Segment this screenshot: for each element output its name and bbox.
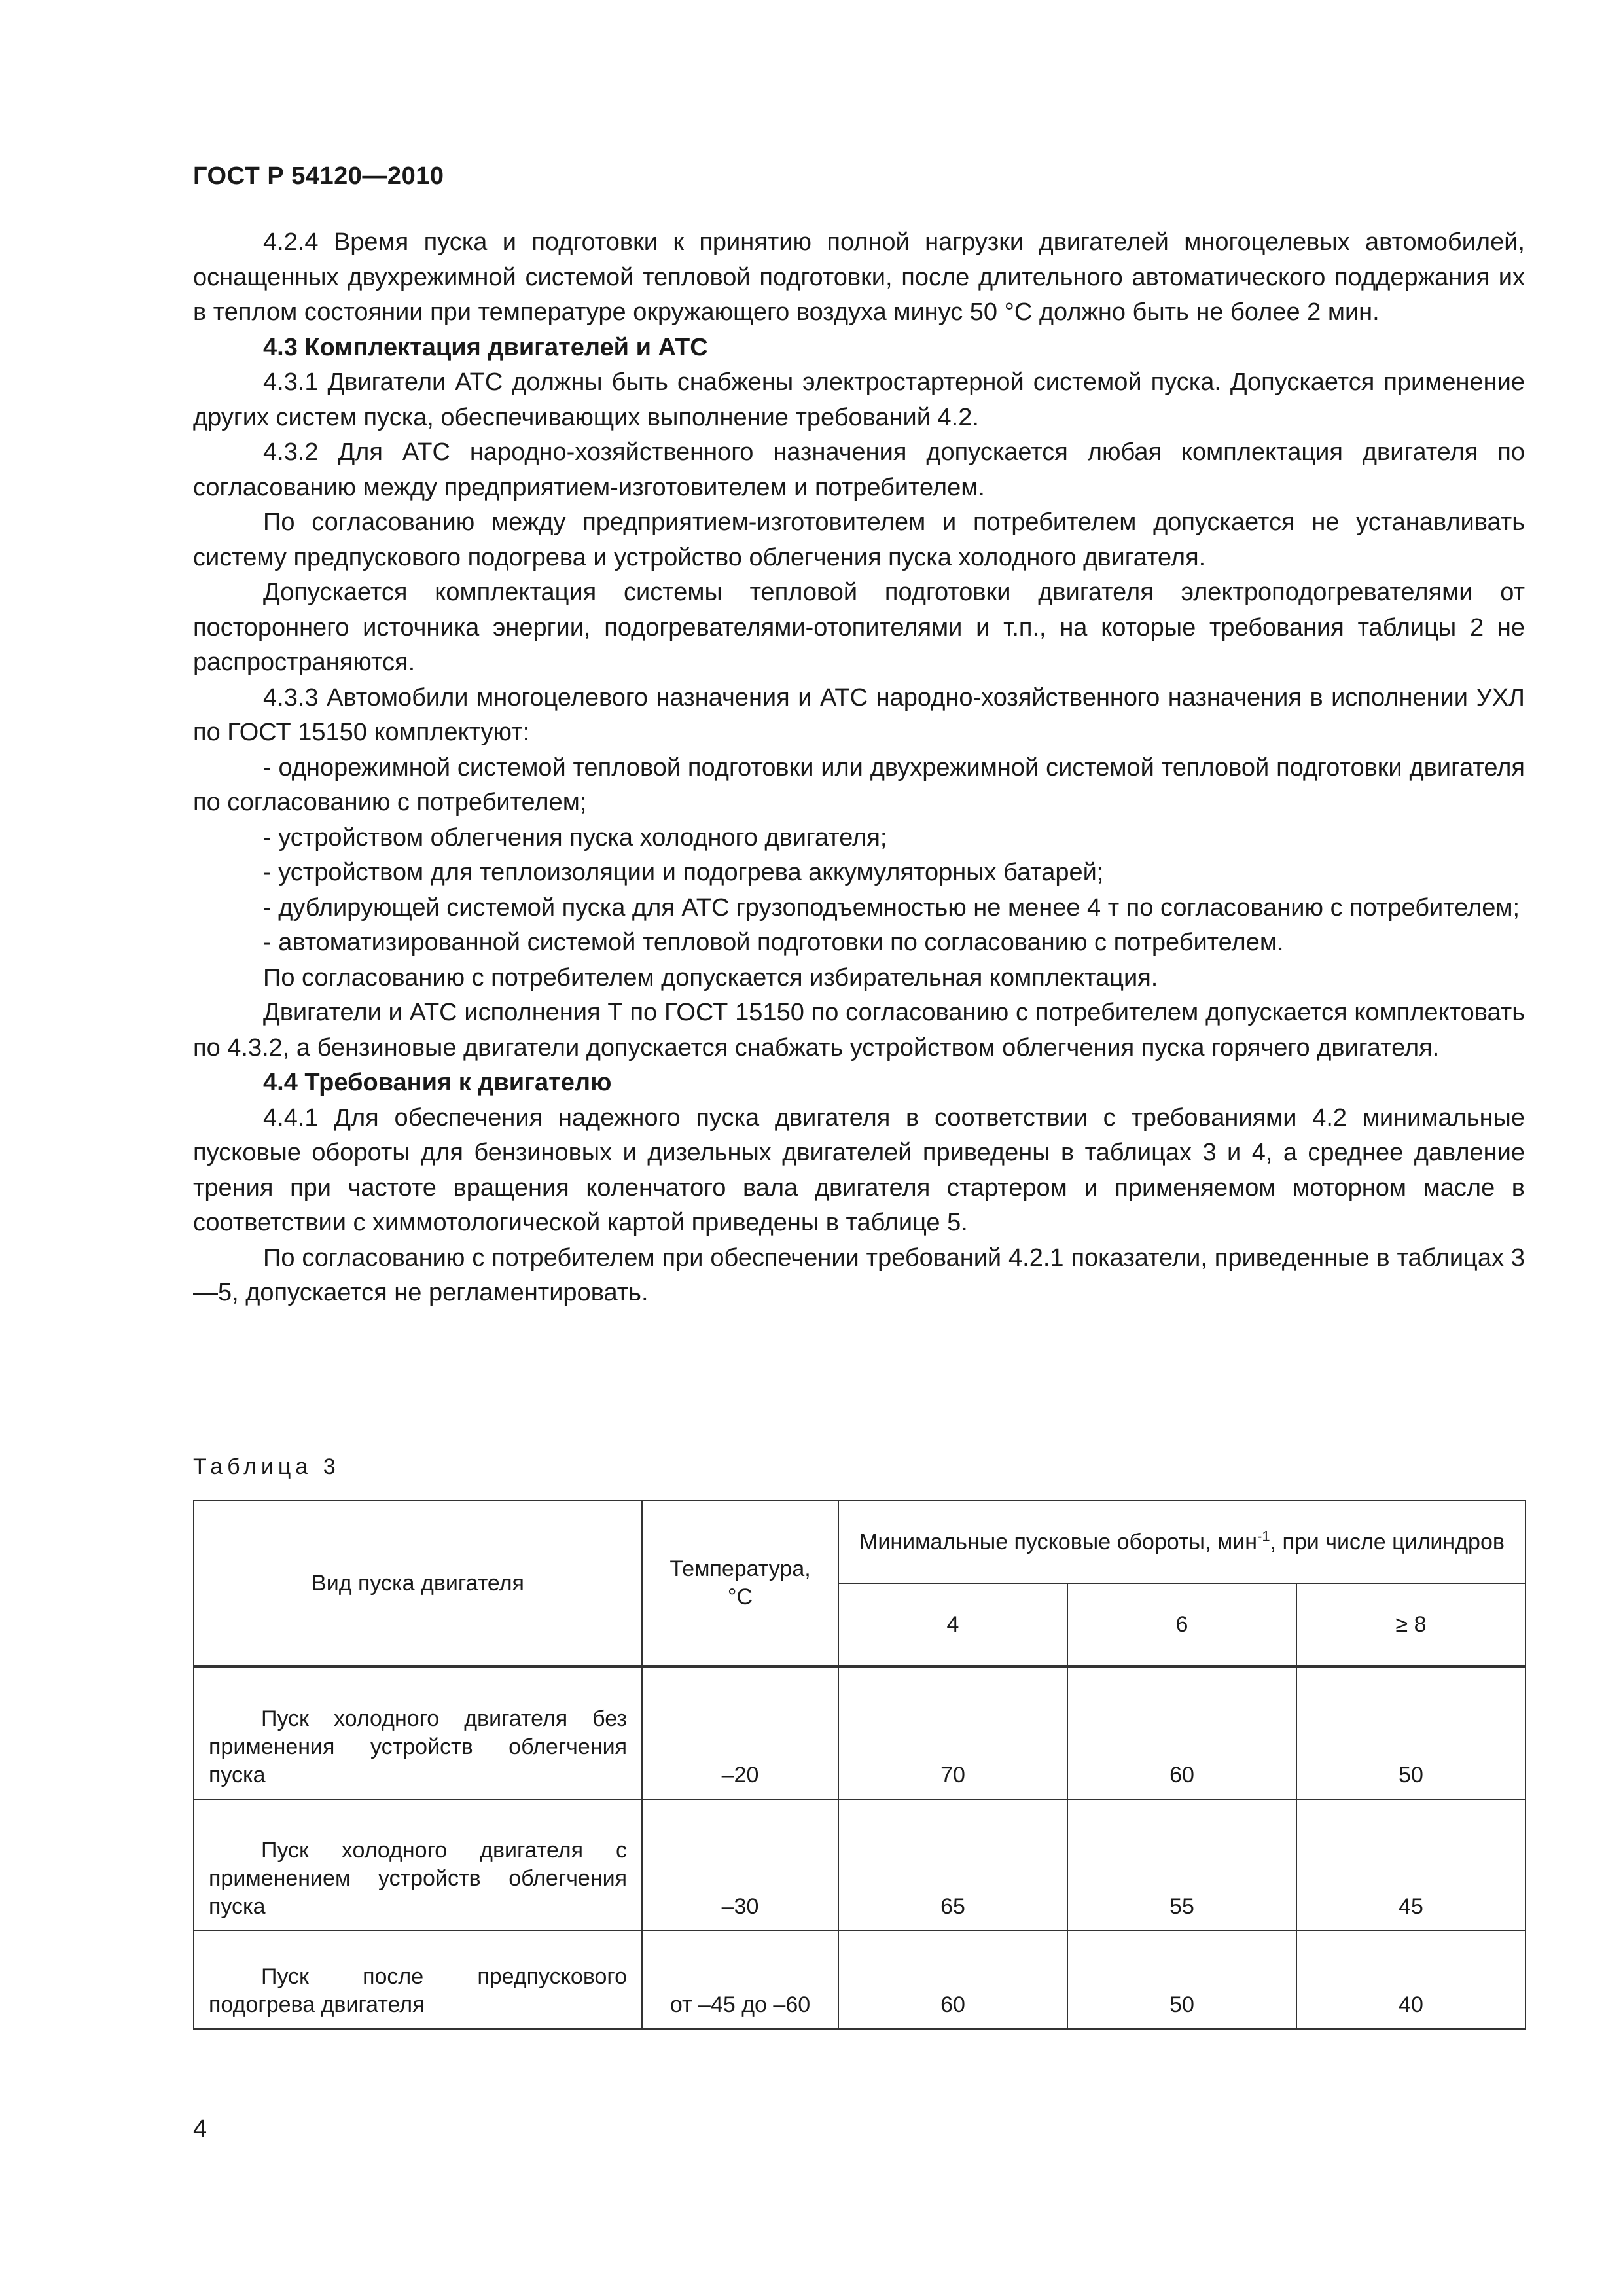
cell-kind: Пуск холодного двигателя без применения устройств облегчения пуска <box>194 1667 642 1800</box>
document-id-header: ГОСТ Р 54120—2010 <box>193 162 444 190</box>
table-3 <box>193 1500 1526 2030</box>
table-caption: Таблица 3 <box>193 1454 340 1479</box>
cell-value: 50 <box>1296 1667 1525 1800</box>
cell-value: 60 <box>838 1931 1067 2029</box>
list-item: - дублирующей системой пуска для АТС грузоподъемностью не менее 4 т по согласованию с потребителем; <box>263 893 1520 922</box>
list-item: - устройством для теплоизоляции и подогрева аккумуляторных батарей; <box>263 859 1104 886</box>
paragraph: По согласованию между предприятием-изготовителем и потребителем допускается не устанавливать систему предпускового подогрева и устройство облегчения пуска холодного двигателя. <box>193 509 1525 571</box>
header-temperature: Температура, °С <box>642 1501 838 1667</box>
cell-value: 70 <box>838 1667 1067 1800</box>
header-rpm <box>838 1501 1525 1583</box>
paragraph: Допускается комплектация системы тепловой подготовки двигателя электроподогревателями от постороннего источника энергии, подогревателями-отопителями и т.п., на которые требования таблицы 2 не распространяются. <box>193 579 1525 676</box>
page-number: 4 <box>193 2115 207 2143</box>
paragraph-4-4-1: 4.4.1 Для обеспечения надежного пуска двигателя в соответствии с требованиями 4.2 минимальные пусковые обороты для бензиновых и дизельных двигателей приведены в таблицах 3 и 4, а среднее давление трения при частоте вращения коленчатого вала двигателя стартером и применяемом моторном масле в соответствии с химмотологической картой приведены в таблице 5. <box>193 1103 1525 1236</box>
cell-temperature: от –45 до –60 <box>642 1931 838 2029</box>
cell-kind: Пуск холодного двигателя с применением устройств облегчения пуска <box>194 1799 642 1931</box>
header-cyl-4: 4 <box>838 1583 1067 1667</box>
paragraph-4-3-3: 4.3.3 Автомобили многоцелевого назначения и АТС народно-хозяйственного назначения в исполнении УХЛ по ГОСТ 15150 комплектуют: <box>193 683 1525 746</box>
paragraph-4-2-4: 4.2.4 Время пуска и подготовки к принятию полной нагрузки двигателей многоцелевых автомобилей, оснащенных двухрежимной системой тепловой подготовки, после длительного автоматического поддержания их в теплом состоянии при температуре окружающего воздуха минус 50 °С должно быть не более 2 мин. <box>193 228 1525 326</box>
section-heading-4-4: 4.4 Требования к двигателю <box>263 1069 612 1096</box>
header-rpm-suffix: , при числе цилиндров <box>1270 1529 1505 1554</box>
cell-value: 60 <box>1067 1667 1296 1800</box>
cell-value: 65 <box>838 1799 1067 1931</box>
paragraph-4-3-1: 4.3.1 Двигатели АТС должны быть снабжены электростартерной системой пуска. Допускается применение других систем пуска, обеспечивающих выполнение требований 4.2. <box>193 368 1525 431</box>
header-cyl-8: ≥ 8 <box>1296 1583 1525 1667</box>
header-kind: Вид пуска двигателя <box>194 1501 642 1667</box>
header-cyl-6: 6 <box>1067 1583 1296 1667</box>
list-item: - однорежимной системой тепловой подготовки или двухрежимной системой тепловой подготовки двигателя по согласованию с потребителем; <box>193 753 1525 816</box>
table-row <box>194 1931 1525 2029</box>
cell-value: 50 <box>1067 1931 1296 2029</box>
table-row <box>194 1667 1525 1800</box>
paragraph: По согласованию с потребителем при обеспечении требований 4.2.1 показатели, приведенные в таблицах 3—5, допускается не регламентировать. <box>193 1244 1525 1306</box>
cell-value: 45 <box>1296 1799 1525 1931</box>
list-item: - устройством облегчения пуска холодного двигателя; <box>263 823 887 852</box>
list-item: - автоматизированной системой тепловой подготовки по согласованию с потребителем. <box>263 929 1284 956</box>
table-row <box>194 1799 1525 1931</box>
header-rpm-prefix: Минимальные пусковые обороты, мин <box>859 1529 1258 1554</box>
paragraph-4-3-2: 4.3.2 Для АТС народно-хозяйственного назначения допускается любая комплектация двигателя по согласованию между предприятием-изготовителем и потребителем. <box>193 439 1525 501</box>
cell-kind: Пуск после предпускового подогрева двигателя <box>194 1931 642 2029</box>
cell-temperature: –20 <box>642 1667 838 1800</box>
body-text <box>193 225 1525 1311</box>
section-heading-4-3: 4.3 Комплектация двигателей и АТС <box>263 333 708 361</box>
cell-temperature: –30 <box>642 1799 838 1931</box>
paragraph: По согласованию с потребителем допускается избирательная комплектация. <box>263 963 1158 992</box>
cell-value: 40 <box>1296 1931 1525 2029</box>
header-rpm-sup: -1 <box>1257 1528 1270 1545</box>
cell-value: 55 <box>1067 1799 1296 1931</box>
paragraph: Двигатели и АТС исполнения Т по ГОСТ 15150 по согласованию с потребителем допускается комплектовать по 4.3.2, а бензиновые двигатели допускается снабжать устройством облегчения пуска горячего двигателя. <box>193 999 1525 1062</box>
